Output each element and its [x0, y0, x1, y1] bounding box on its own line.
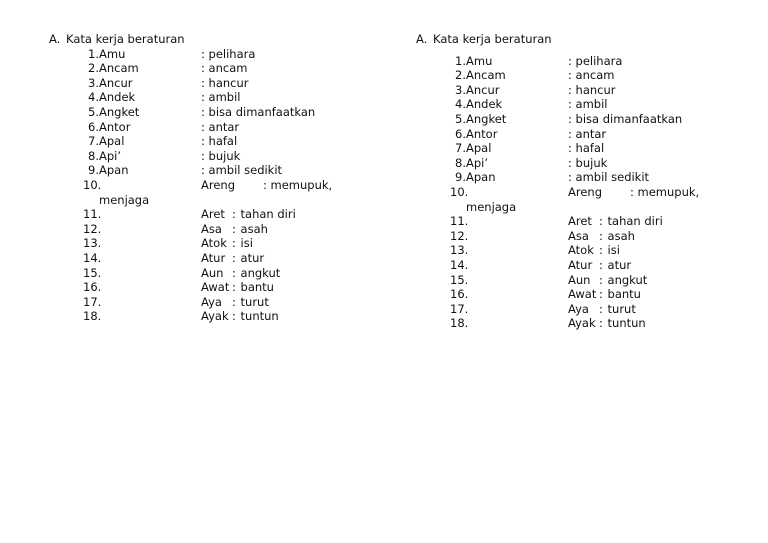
item-definition: atur: [607, 257, 632, 272]
item-definition: : hancur: [568, 82, 616, 97]
item-definition: atur: [240, 250, 265, 265]
item-number: 2.: [455, 68, 466, 83]
list-item: [450, 170, 756, 185]
list-item: [83, 266, 389, 281]
item-number: 18.: [450, 316, 469, 331]
item-word: Angket: [466, 111, 507, 126]
item-definition: : hafal: [201, 134, 238, 149]
item-word: Antor: [466, 126, 498, 141]
item-definition: tuntun: [607, 316, 646, 331]
item-number: 15.: [450, 272, 469, 287]
list-item: [83, 236, 389, 251]
item-word: Ancam: [466, 68, 506, 83]
list-item: [83, 134, 389, 149]
item-number: 4.: [455, 97, 466, 112]
list-item: [450, 83, 756, 98]
list-item: [450, 156, 756, 171]
item-word: Areng: [201, 177, 236, 192]
item-number: 10.: [83, 177, 102, 192]
item-entry: [201, 236, 253, 251]
heading-mark: A.: [49, 32, 61, 46]
list-item: [450, 243, 756, 258]
item-word: Aret: [201, 207, 225, 222]
item-number: 8.: [455, 155, 466, 170]
item-entry: [568, 229, 635, 244]
list-item: [450, 68, 756, 83]
list-item: [450, 229, 756, 244]
item-entry: [201, 309, 279, 324]
list-item: [83, 61, 389, 76]
item-definition: : ambil: [568, 97, 608, 112]
item-number: 12.: [450, 228, 469, 243]
item-number: 11.: [450, 214, 469, 229]
list-item: [450, 287, 756, 302]
item-word: Antor: [99, 119, 131, 134]
list-item: [450, 97, 756, 112]
item-number: 5.: [455, 111, 466, 126]
list-item: [450, 185, 756, 200]
list-item: [450, 316, 756, 331]
item-word: Andek: [466, 97, 503, 112]
item-definition: : memupuk,: [630, 184, 700, 199]
item-entry: [201, 280, 274, 295]
list-item: [83, 280, 389, 295]
item-word: Api’: [466, 155, 489, 170]
item-word: Api’: [99, 148, 122, 163]
item-definition: turut: [607, 301, 636, 316]
section-heading: [49, 32, 389, 47]
item-definition: : pelihara: [201, 46, 256, 61]
item-definition: tahan diri: [607, 214, 663, 229]
item-word: Atok: [568, 243, 594, 258]
item-definition: : antar: [201, 119, 240, 134]
list-item: [83, 222, 389, 237]
heading-mark: A.: [416, 32, 428, 46]
item-definition: asah: [607, 228, 635, 243]
item-word: Aun: [568, 272, 591, 287]
item-entry: [568, 258, 631, 273]
item-word: Aun: [201, 265, 224, 280]
item-word: Amu: [99, 46, 126, 61]
item-definition: : ambil sedikit: [201, 163, 283, 178]
item-entry: [201, 207, 296, 222]
item-number: 5.: [88, 104, 99, 119]
item-word: Ancur: [466, 82, 500, 97]
list-item: [450, 54, 756, 69]
item-word: Atur: [568, 257, 593, 272]
item-number: 16.: [83, 280, 102, 295]
item-definition: turut: [240, 294, 269, 309]
word-list: [450, 54, 756, 331]
item-number: 6.: [88, 119, 99, 134]
item-entry: [201, 222, 268, 237]
item-number: 16.: [450, 287, 469, 302]
item-word: Aya: [201, 294, 222, 309]
item-entry: [201, 251, 264, 266]
item-definition: tuntun: [240, 309, 279, 324]
item-number: 7.: [455, 141, 466, 156]
heading-text: Kata kerja beraturan: [66, 32, 185, 46]
item-word: Apal: [99, 134, 125, 149]
item-word: Asa: [568, 228, 589, 243]
item-separator: :: [232, 265, 236, 280]
list-item: [450, 112, 756, 127]
item-word: Andek: [99, 90, 136, 105]
item-number: 3.: [88, 75, 99, 90]
item-definition: asah: [240, 221, 268, 236]
item-word: Amu: [466, 53, 493, 68]
item-word: Ancur: [99, 75, 133, 90]
item-number: 17.: [450, 301, 469, 316]
item-word: Awat: [568, 287, 597, 302]
item-separator: :: [599, 272, 603, 287]
item-number: 12.: [83, 221, 102, 236]
list-item: [450, 302, 756, 317]
item-definition: bantu: [240, 280, 274, 295]
word-list: [83, 47, 389, 324]
item-number: 1.: [455, 53, 466, 68]
item-word: Ancam: [99, 61, 139, 76]
item-definition: : ancam: [201, 61, 248, 76]
item-word: Atok: [201, 236, 227, 251]
list-item: [83, 76, 389, 91]
item-number: 9.: [455, 170, 466, 185]
item-definition: : antar: [568, 126, 607, 141]
item-number: 14.: [83, 250, 102, 265]
item-word: Ayak: [201, 309, 229, 324]
list-item: [83, 207, 389, 222]
item-separator: :: [599, 301, 603, 316]
item-separator: :: [599, 214, 603, 229]
item-separator: :: [232, 207, 236, 222]
item-definition: : bujuk: [201, 148, 241, 163]
item-word: Apan: [466, 170, 496, 185]
list-item: [83, 163, 389, 178]
item-separator: :: [599, 257, 603, 272]
column-right: [416, 32, 756, 331]
list-item: [83, 47, 389, 62]
item-continuation: menjaga: [466, 199, 517, 214]
item-definition: angkut: [240, 265, 281, 280]
item-number: 14.: [450, 257, 469, 272]
item-entry: [568, 302, 636, 317]
item-definition: : bisa dimanfaatkan: [568, 111, 683, 126]
item-separator: :: [599, 243, 603, 258]
item-separator: :: [599, 316, 603, 331]
list-item: [83, 178, 389, 193]
item-number: 17.: [83, 294, 102, 309]
item-number: 4.: [88, 90, 99, 105]
item-number: 10.: [450, 184, 469, 199]
item-definition: angkut: [607, 272, 648, 287]
heading-text: Kata kerja beraturan: [433, 32, 552, 46]
item-number: 7.: [88, 134, 99, 149]
item-word: Angket: [99, 104, 140, 119]
list-item: [83, 90, 389, 105]
item-definition: : ambil: [201, 90, 241, 105]
item-separator: :: [599, 228, 603, 243]
item-separator: :: [232, 280, 236, 295]
item-definition: tahan diri: [240, 207, 296, 222]
item-separator: :: [599, 287, 603, 302]
item-separator: :: [232, 236, 236, 251]
item-entry: [568, 214, 663, 229]
item-number: 8.: [88, 148, 99, 163]
item-definition: : hancur: [201, 75, 249, 90]
item-definition: bantu: [607, 287, 641, 302]
item-number: 6.: [455, 126, 466, 141]
item-word: Areng: [568, 184, 603, 199]
item-entry: [568, 287, 641, 302]
item-number: 9.: [88, 163, 99, 178]
list-item: [83, 251, 389, 266]
item-word: Asa: [201, 221, 222, 236]
item-entry: [568, 273, 647, 288]
item-entry: [568, 316, 646, 331]
item-word: Apan: [99, 163, 129, 178]
list-item: [450, 141, 756, 156]
column-left: [49, 32, 389, 324]
item-separator: :: [232, 250, 236, 265]
item-definition: isi: [607, 243, 620, 258]
item-word: Awat: [201, 280, 230, 295]
section-heading: [416, 32, 756, 47]
list-item: [83, 295, 389, 310]
list-item: [450, 127, 756, 142]
item-definition: : hafal: [568, 141, 605, 156]
item-number: 15.: [83, 265, 102, 280]
item-word: Ayak: [568, 316, 596, 331]
item-number: 2.: [88, 61, 99, 76]
item-number: 1.: [88, 46, 99, 61]
item-separator: :: [232, 309, 236, 324]
item-definition: : ancam: [568, 68, 615, 83]
list-item: [83, 120, 389, 135]
list-item: [450, 258, 756, 273]
item-number: 11.: [83, 207, 102, 222]
item-entry: [201, 295, 269, 310]
item-number: 13.: [450, 243, 469, 258]
item-separator: :: [232, 294, 236, 309]
list-item: [83, 309, 389, 324]
item-word: Apal: [466, 141, 492, 156]
item-number: 13.: [83, 236, 102, 251]
list-item: [450, 214, 756, 229]
item-number: 3.: [455, 82, 466, 97]
list-item: [83, 149, 389, 164]
item-word: Atur: [201, 250, 226, 265]
list-item: [83, 105, 389, 120]
item-word: Aret: [568, 214, 592, 229]
item-definition: : memupuk,: [263, 177, 333, 192]
item-definition: : bisa dimanfaatkan: [201, 104, 316, 119]
item-continuation: menjaga: [99, 192, 150, 207]
item-entry: [568, 243, 620, 258]
item-definition: : ambil sedikit: [568, 170, 650, 185]
item-definition: : pelihara: [568, 53, 623, 68]
item-entry: [201, 266, 280, 281]
item-word: Aya: [568, 301, 589, 316]
item-number: 18.: [83, 309, 102, 324]
list-item: [450, 273, 756, 288]
item-definition: isi: [240, 236, 253, 251]
item-separator: :: [232, 221, 236, 236]
item-definition: : bujuk: [568, 155, 608, 170]
